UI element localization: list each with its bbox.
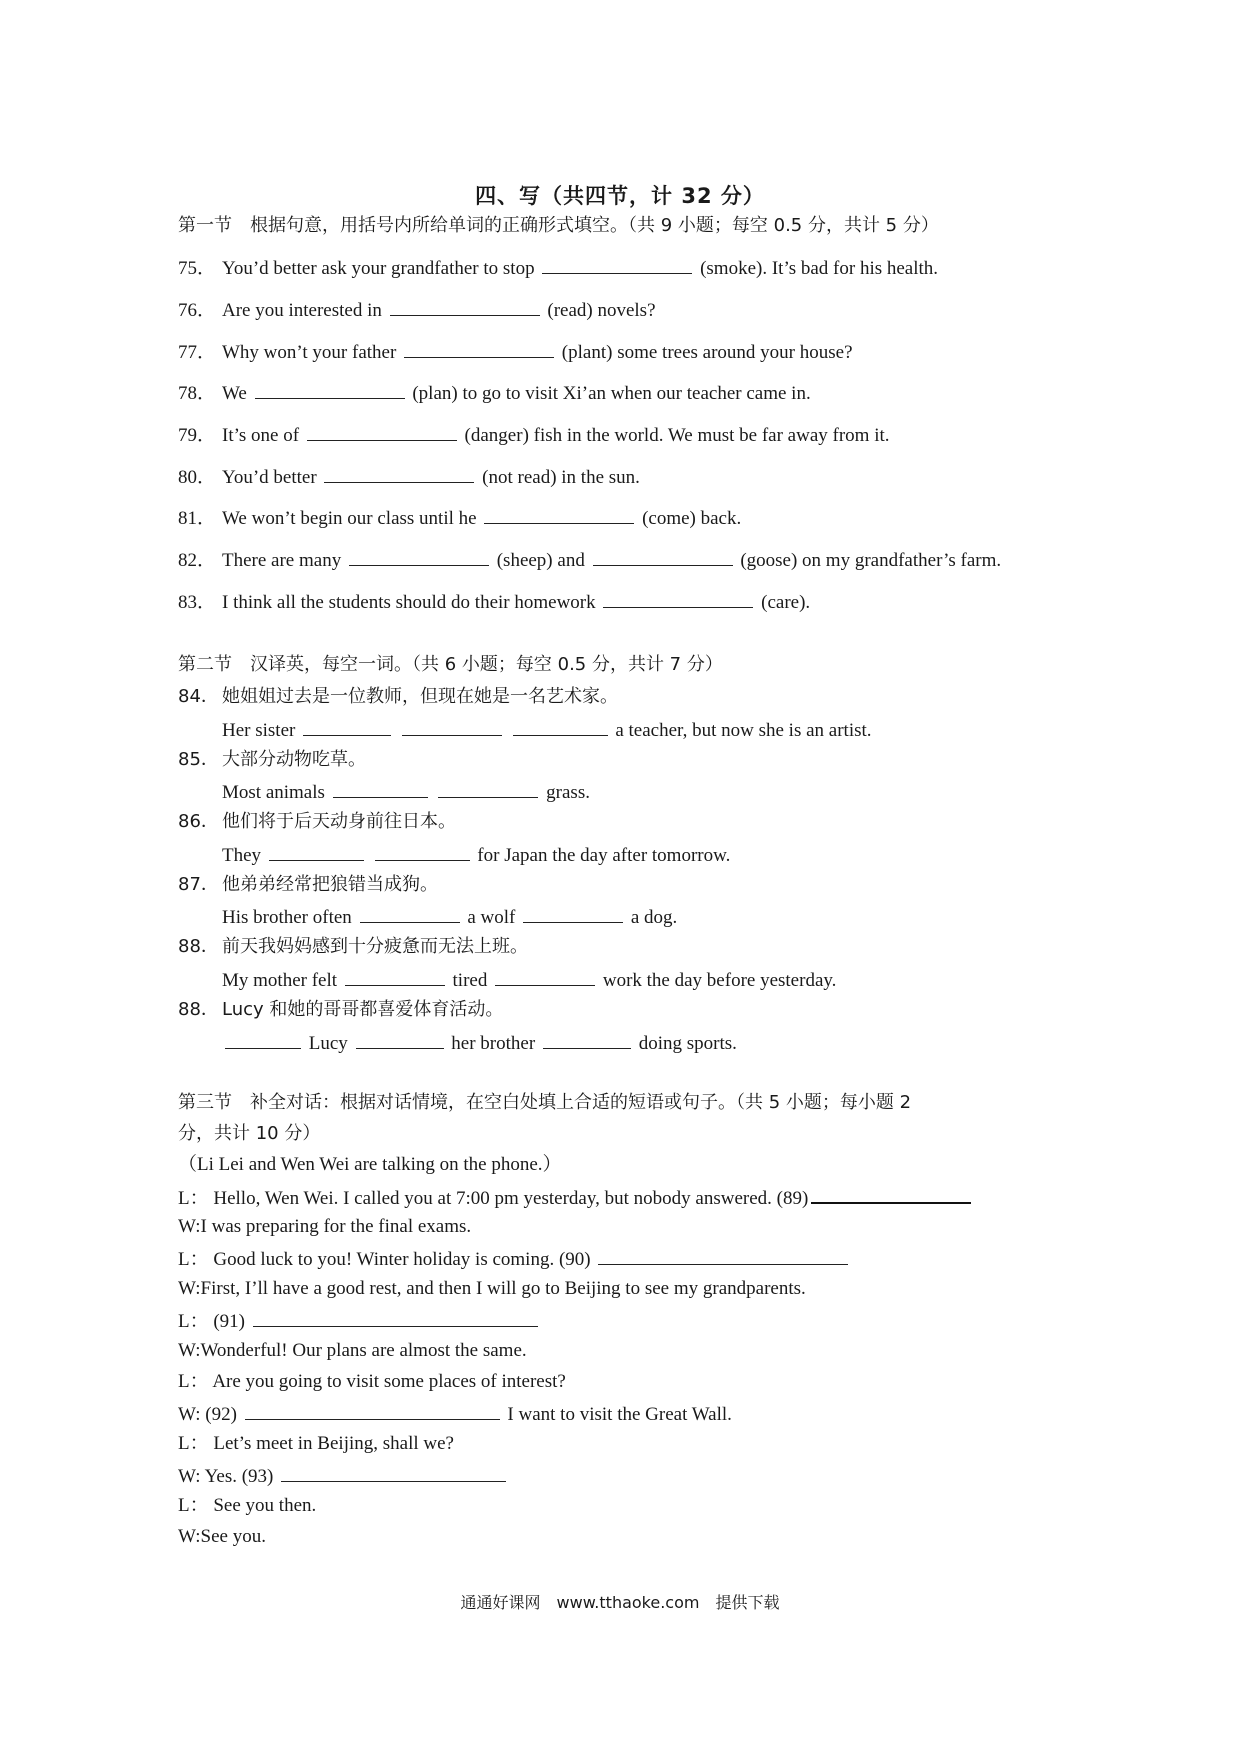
answer-blank[interactable] [307,422,457,441]
answer-blank[interactable] [269,842,364,861]
question-78 [178,380,811,406]
question-76 [178,297,656,323]
dialogue-text: Hello, Wen Wei. I called you at 7:00 pm yesterday, but nobody answered. (89) [213,1188,809,1209]
answer-blank[interactable] [281,1463,506,1482]
speaker: W: [178,1404,201,1425]
english-text: doing sports. [638,1033,737,1054]
question-number: 83． [178,592,217,613]
dialogue-text: Are you going to visit some places of interest? [212,1371,566,1392]
english-text: They [222,845,262,866]
answer-blank[interactable] [593,547,733,566]
question-text: (care). [761,592,811,613]
english-text: work the day before yesterday. [602,970,837,991]
question-82 [178,547,1001,573]
question-88a-english [222,967,836,993]
dialogue-text: Wonderful! Our plans are almost the same. [200,1340,527,1361]
question-text: I think all the students should do their homework [222,592,596,613]
english-text: My mother felt [222,970,338,991]
speaker: W: [178,1278,201,1299]
question-number: 80． [178,467,217,488]
part-title: 四、写（共四节，计 32 分） [475,184,765,208]
answer-blank[interactable] [523,904,623,923]
answer-blank[interactable] [598,1246,848,1265]
answer-blank[interactable] [345,967,445,986]
answer-blank[interactable] [253,1308,538,1327]
answer-blank[interactable] [542,255,692,274]
dialogue-text: First, I’ll have a good rest, and then I will go to Beijing to see my grandparents. [200,1278,806,1299]
question-77 [178,339,853,365]
question-number: 86． [178,811,219,832]
question-text: (come) back. [642,508,742,529]
answer-blank[interactable] [543,1030,631,1049]
question-number: 88． [178,936,219,957]
dialogue-line [178,1339,527,1363]
english-text: a teacher, but now she is an artist. [615,720,872,741]
dialogue-text: See you then. [213,1495,317,1516]
question-text: We [222,383,247,404]
dialogue-text: Yes. (93) [204,1466,274,1487]
dialogue-intro: （Li Lei and Wen Wei are talking on the phone.） [178,1154,562,1175]
question-85-chinese [178,748,366,772]
english-text: Her sister [222,720,296,741]
dialogue-text: I was preparing for the final exams. [200,1216,472,1237]
english-text: tired [452,970,488,991]
answer-blank[interactable] [245,1401,500,1420]
speaker: L： [178,1249,209,1270]
question-text: (sheep) and [496,550,585,571]
question-text: (danger) fish in the world. We must be far away from it. [464,425,890,446]
english-text: a dog. [630,907,678,928]
dialogue-line [178,1215,471,1239]
answer-blank[interactable] [324,464,474,483]
dialogue-text: Good luck to you! Winter holiday is coming. (90) [213,1249,591,1270]
answer-blank[interactable] [356,1030,444,1049]
chinese-sentence: Lucy 和她的哥哥都喜爱体育活动。 [222,999,504,1020]
chinese-sentence: 他们将于后天动身前往日本。 [222,811,456,832]
question-81 [178,505,741,531]
question-text: (plant) some trees around your house? [561,342,853,363]
answer-blank[interactable] [484,505,634,524]
question-text: There are many [222,550,342,571]
answer-blank[interactable] [303,717,391,736]
answer-blank[interactable] [390,297,540,316]
question-86-english [222,842,730,868]
dialogue-line-91 [178,1308,541,1334]
question-number: 81． [178,508,217,529]
english-text: Most animals [222,782,325,803]
speaker: W: [178,1466,201,1487]
question-text: You’d better [222,467,317,488]
section3-header-cont: 分，共计 10 分） [178,1123,321,1144]
question-number: 84． [178,686,219,707]
english-text: a wolf [467,907,516,928]
answer-blank[interactable] [255,380,405,399]
question-number: 79． [178,425,217,446]
dialogue-line [178,1277,806,1301]
speaker: L： [178,1495,209,1516]
dialogue-line [178,1494,316,1518]
english-text: Lucy [308,1033,348,1054]
question-text: Are you interested in [222,300,382,321]
english-text: His brother often [222,907,352,928]
english-text: her brother [451,1033,536,1054]
question-text: (plan) to go to visit Xi’an when our teacher came in. [412,383,811,404]
question-number: 88． [178,999,219,1020]
speaker: W: [178,1340,201,1361]
dialogue-text: See you. [200,1526,266,1547]
question-88a-chinese [178,935,528,959]
answer-blank[interactable] [513,717,608,736]
question-75 [178,255,938,281]
speaker: W: [178,1216,201,1237]
answer-blank[interactable] [349,547,489,566]
question-85-english [222,779,590,805]
dialogue-line-93 [178,1463,509,1489]
dialogue-line-92 [178,1401,732,1427]
answer-blank[interactable] [402,717,502,736]
question-number: 82． [178,550,217,571]
question-number: 78． [178,383,217,404]
question-text: We won’t begin our class until he [222,508,477,529]
answer-blank[interactable] [225,1030,301,1049]
answer-blank[interactable] [495,967,595,986]
answer-blank[interactable] [811,1184,971,1204]
speaker: L： [178,1371,209,1392]
dialogue-line [178,1432,454,1456]
chinese-sentence: 前天我妈妈感到十分疲惫而无法上班。 [222,936,528,957]
question-83 [178,589,810,615]
answer-blank[interactable] [333,779,428,798]
question-text: (smoke). It’s bad for his health. [700,258,939,279]
answer-blank[interactable] [438,779,538,798]
question-text: It’s one of [222,425,300,446]
speaker: W: [178,1526,201,1547]
dialogue-line [178,1525,266,1549]
english-text: grass. [546,782,590,803]
english-text: for Japan the day after tomorrow. [477,845,731,866]
dialogue-text: (92) [205,1404,237,1425]
question-84-chinese [178,685,618,709]
question-text: Why won’t your father [222,342,397,363]
question-88b-english [222,1030,737,1056]
answer-blank[interactable] [360,904,460,923]
question-number: 77． [178,342,217,363]
chinese-sentence: 大部分动物吃草。 [222,749,366,770]
question-87-english [222,904,677,930]
question-text: (not read) in the sun. [482,467,640,488]
question-text: You’d better ask your grandfather to stop [222,258,535,279]
question-80 [178,464,640,490]
speaker: L： [178,1433,209,1454]
chinese-sentence: 他弟弟经常把狼错当成狗。 [222,874,438,895]
question-text: (read) novels? [547,300,656,321]
question-text: (goose) on my grandfather’s farm. [740,550,1002,571]
question-number: 75． [178,258,217,279]
dialogue-text: Let’s meet in Beijing, shall we? [213,1433,454,1454]
page-footer: 通通好课网 www.tthaoke.com 提供下载 [460,1593,780,1612]
question-88b-chinese [178,998,503,1022]
question-number: 87． [178,874,219,895]
question-84-english [222,717,872,743]
section2-header: 第二节 汉译英，每空一词。（共 6 小题；每空 0.5 分，共计 7 分） [178,654,723,675]
question-79 [178,422,890,448]
dialogue-line-89 [178,1184,974,1211]
question-number: 76． [178,300,217,321]
dialogue-line [178,1370,566,1394]
question-87-chinese [178,873,438,897]
dialogue-text: (91) [213,1311,246,1332]
answer-blank[interactable] [404,339,554,358]
speaker: L： [178,1311,209,1332]
section3-header: 第三节 补全对话：根据对话情境，在空白处填上合适的短语或句子。（共 5 小题；每小题 2 [178,1092,912,1113]
speaker: L： [178,1188,209,1209]
answer-blank[interactable] [375,842,470,861]
question-86-chinese [178,810,456,834]
chinese-sentence: 她姐姐过去是一位教师，但现在她是一名艺术家。 [222,686,618,707]
question-number: 85． [178,749,219,770]
answer-blank[interactable] [603,589,753,608]
dialogue-line-90 [178,1246,851,1272]
dialogue-text: I want to visit the Great Wall. [507,1404,732,1425]
section1-header: 第一节 根据句意，用括号内所给单词的正确形式填空。（共 9 小题；每空 0.5 分，共计 5 分） [178,215,939,236]
